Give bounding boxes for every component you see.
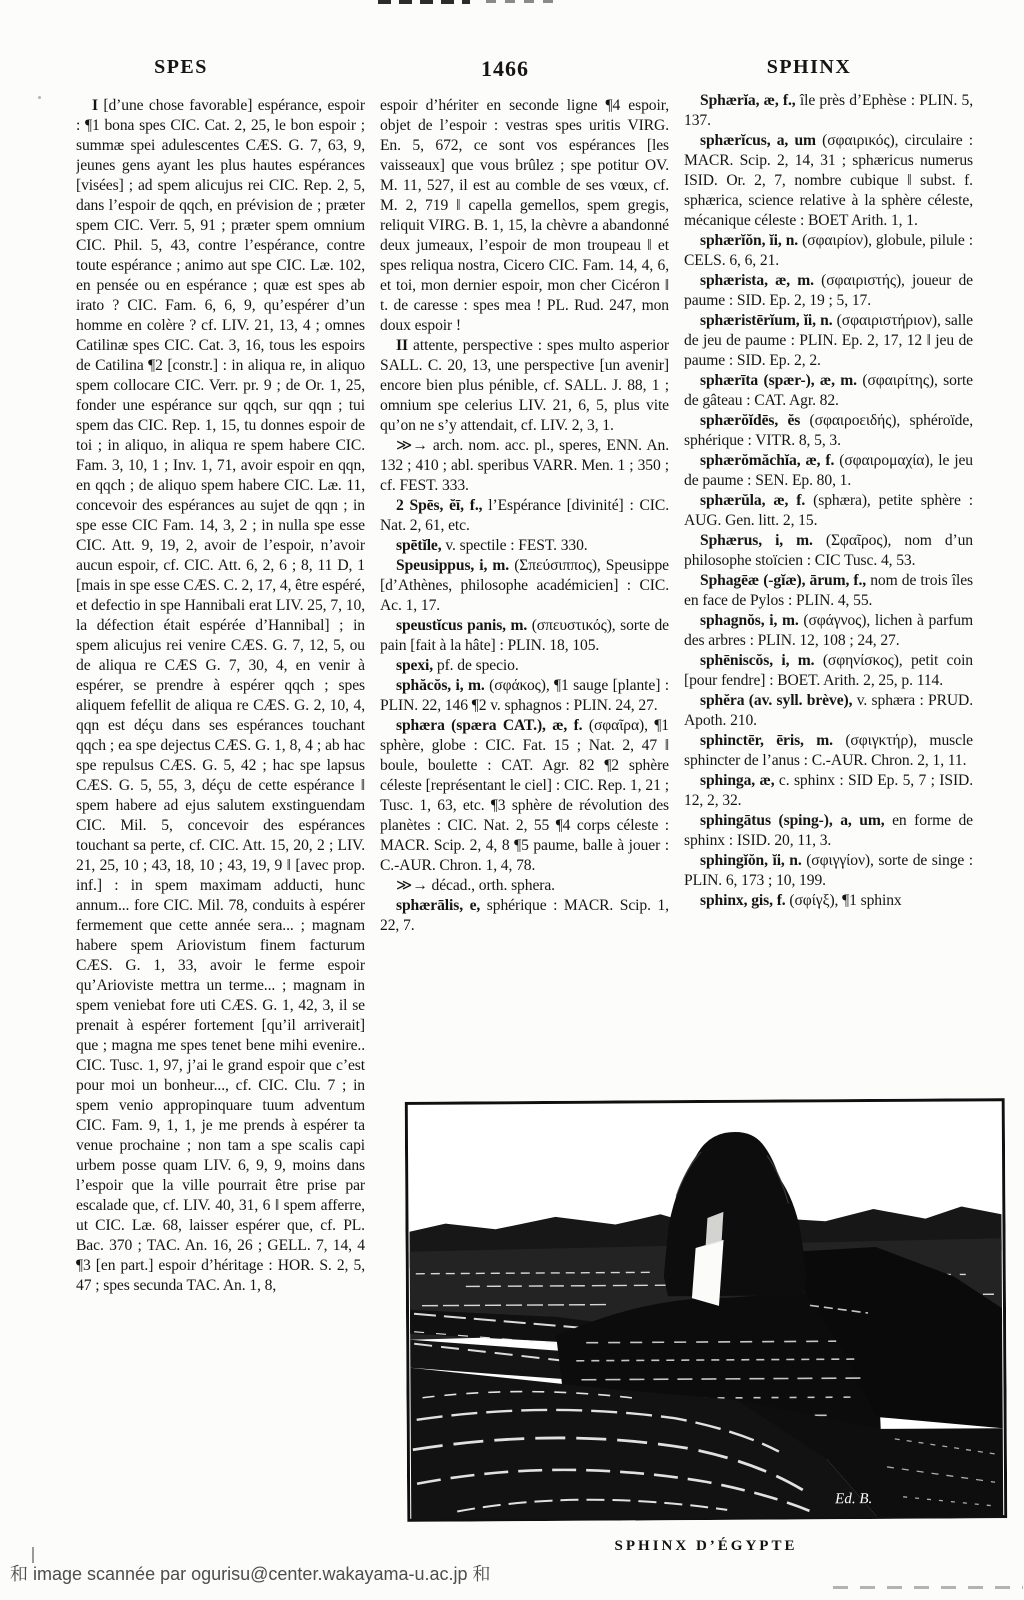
page-number: 1466 <box>481 56 529 81</box>
headword: sphærālis, e, <box>396 897 481 914</box>
scan-artifact-edge-tick <box>32 1547 34 1563</box>
headword: sphærŏmăchĭa, æ, f. <box>700 452 835 469</box>
headword: sphærŭla, æ, f. <box>700 492 806 509</box>
entry-sphinx: sphinx, gis, f. (σφίγξ), ¶1 sphinx <box>700 892 902 909</box>
headword: II <box>396 337 414 354</box>
headword: sphinga, æ, <box>700 772 775 789</box>
figure-caption: SPHINX D’ÉGYPTE <box>614 1538 798 1554</box>
entry-spexi: spexi, pf. de specio. <box>396 657 519 674</box>
headword: sphærŏĭdēs, ĕs <box>700 412 801 429</box>
headword: Sphærus, i, m. <box>700 532 813 549</box>
text-column-1 <box>76 96 365 1588</box>
headword: sphagnŏs, i, m. <box>700 612 799 629</box>
entry-sphaeria: Sphærĭa, æ, f., île près d’Ephèse : PLIN. 5, 137. <box>684 92 973 129</box>
headword: sphærĭcus, a, um <box>700 132 816 149</box>
scanner-watermark: 和 image scannée par ogurisu@center.wakayama-u.ac.jp 和 <box>10 1564 491 1584</box>
note-sphera-orthography: ≫→ décad., orth. sphera. <box>396 877 555 894</box>
entry-spes-2: 2 Spēs, ĕī, f., l’Espérance [divinité] : CIC. Nat. 2, 61, etc. <box>380 497 669 534</box>
entry-speusippus: Speusippus, i, m. (Σπεύσιππος), Speusippe [d’Athènes, philosophe académicien] : CIC. Ac. 1, 17. <box>380 557 669 614</box>
scan-artifact-bottom-dashes <box>833 1586 1023 1589</box>
headword: Speusippus, i, m. <box>396 557 510 574</box>
sphinx-engraving-image <box>405 1098 1008 1522</box>
scan-artifact-top-dashes-faint <box>486 0 560 3</box>
note-archaic-forms: ≫→ arch. nom. acc. pl., speres, ENN. An. 132 ; 410 ; abl. speribus VARR. Men. 1 ; 350 ; cf. FEST. 333. <box>380 437 669 494</box>
entry-sphaericus: sphærĭcus, a, um (σφαιρικός), circulaire : MACR. Scip. 2, 14, 31 ; sphæricus numerus ISID. Or. 2, 7, nombre cubique ‖ subst. f. sphærica, science relative à la sphère céleste, mécanique céleste : BOET Arith. 1, 1. <box>684 132 973 229</box>
entry-sphaera: sphæra (spæra CAT.), æ, f. (σφαῖρα), ¶1 sphère, globe : CIC. Fat. 15 ; Nat. 2, 47 ‖ boule, boulette : CAT. Agr. 82 ¶2 sphère céleste [représentant le ciel] : CIC. Rep. 1, 21 ; Tusc. 1, 63, etc. ¶3 sphère de révolution des planètes : CIC. Nat. 2, 55 ¶4 corps céleste : MACR. Scip. 2, 4, 8 ¶5 paume, balle à jouer : C.-AUR. Chron. 1, 4, 78. <box>380 717 669 874</box>
entry-sphinga: sphinga, æ, c. sphinx : SID Ep. 5, 7 ; ISID. 12, 2, 32. <box>684 772 973 809</box>
entry-spes-sense-II: II attente, perspective : spes multo asperior SALL. C. 20, 13, une perspective [un avenir] encore bien plus pénible, cf. SALL. J. 88, 1 ; omnium spe celerius LIV. 21, 6, 5, plus vite qu’on ne s’y attendait, cf. LIV. 2, 3, 1. <box>380 337 669 434</box>
headword: spētĭle, <box>396 537 442 554</box>
entry-spetile: spētĭle, v. spectile : FEST. 330. <box>396 537 588 554</box>
headword: sphingātus (sping-), a, um, <box>700 812 885 829</box>
entry-sphageae: Sphagēæ (-gĭæ), ārum, f., nom de trois îles en face de Pylos : PLIN. 4, 55. <box>684 572 973 609</box>
entry-sphingatus: sphingātus (sping-), a, um, en forme de sphinx : ISID. 20, 11, 3. <box>684 812 973 849</box>
entry-sphacos: sphăcŏs, i, m. (σφάκος), ¶1 sauge [plante] : PLIN. 22, 146 ¶2 v. sphagnos : PLIN. 24, 27. <box>380 677 669 714</box>
headword: sphēniscŏs, i, m. <box>700 652 815 669</box>
entry-sphera: sphĕra (av. syll. brève), v. sphæra : PRUD. Apoth. 210. <box>684 692 973 729</box>
entry-sphaerus: Sphærus, i, m. (Σφαῖρος), nom d’un philosophe stoïcien : CIC Tusc. 4, 53. <box>684 532 973 569</box>
headword: speustĭcus panis, m. <box>396 617 528 634</box>
headword: sphærista, æ, m. <box>700 272 814 289</box>
headword: sphærĭŏn, ĭi, n. <box>700 232 799 249</box>
entry-sphagnos: sphagnŏs, i, m. (σφάγνος), lichen à parfum des arbres : PLIN. 12, 108 ; 24, 27. <box>684 612 973 649</box>
headword: sphĕra (av. syll. brève), <box>700 692 853 709</box>
headword: Sphagēæ (-gĭæ), ārum, f., <box>700 572 867 589</box>
text-column-2 <box>380 96 669 1104</box>
entry-sphaerula: sphærŭla, æ, f. (sphæra), petite sphère : AUG. Gen. litt. 2, 15. <box>684 492 973 529</box>
scan-artifact-top-dashes <box>378 0 470 4</box>
entry-sphaeralis: sphærālis, e, sphérique : MACR. Scip. 1, 22, 7. <box>380 897 669 934</box>
entry-sphaerista: sphærista, æ, m. (σφαιριστής), joueur de paume : SID. Ep. 2, 19 ; 5, 17. <box>684 272 973 309</box>
entry-spes-sense-I: I [d’une chose favorable] espérance, espoir : ¶1 bona spes CIC. Cat. 2, 25, le bon espoir ; summæ spei adulescentes CÆS. G. 7, 63, 9, jeunes gens ayant les plus hautes espérances [visées] ; ad spem alicujus rei CIC. Rep. 2, 5, dans l’espoir de qqch, en prévision de ; præter spem CIC. Verr. 5, 91 ; præter spem omnium CIC. Phil. 5, 43, contre l’espérance, contre toute espérance ; animo aut spe CIC. Læ. 102, en pensée ou en espérance ; quæ est spes ab irato ? CIC. Fam. 6, 6, 9, qu’espérer d’un homme en colère ? cf. LIV. 21, 13, 4 ; omnes Catilinæ spes CIC. Cat. 3, 16, tous les espoirs de Catilina ¶2 [constr.] : in aliqua re, in aliquo spem collocare CIC. Verr. pr. 9 ; de Or. 1, 25, fonder une espérance sur qqch, sur qqn ; tui spem das CIC. Rep. 1, 15, tu donnes espoir de toi ; in aliquo, in aliqua re spem habere CIC. Fam. 3, 10, 1 ; Inv. 1, 71, avoir espoir en qqn, en qqch ; de aliquo spem habere CIC. Læ. 11, concevoir des espérances au sujet de qqn ; in spe esse CIC Fam. 14, 3, 2 ; in nulla spe esse CIC. Att. 9, 19, 2, avoir de l’espoir, n’avoir aucun espoir, cf. CIC. Att. 6, 2, 6 ; 8, 11 D, 1 [mais in spe esse CÆS. C. 2, 17, 4, être espéré, et defectio in spe Hannibali erat LIV. 25, 7, 10, la défection était espérée d’Hannibal] ; in spem alicujus rei venire CÆS. G. 7, 12, 5, ou de aliqua re CÆS G. 7, 30, 4, en venir à espérer, se prendre à espérer qqch ; spes aliquem fefellit de aliqua re CÆS. G. 2, 10, 4, qqn est déçu dans ses espérances touchant qqch ; ea spe dejectus CÆS. G. 1, 8, 4 ; ab hac spe repulsus CÆS. G. 5, 42 ; hac spe lapsus CÆS. G. 5, 55, 3, déçu de cette espérance ‖ spem habere ad ejus salutem exstinguendam CIC. Mil. 5, concevoir des espérances touchant sa perte, cf. CIC. Att. 15, 20, 2 ; LIV. 21, 25, 10 ; 43, 18, 10 ; 43, 19, 9 ‖ [avec prop. inf.] : in spem maximam adducti, hunc annum... fore CIC. Mil. 78, conduits à espérer fermement que cette année sera... ; magnam habere spem Ariovistum finem facturum CÆS. G. 1, 33, avoir le ferme espoir qu’Arioviste mettra un terme... ; magnam in spem veniebat fore uti CÆS. G. 1, 42, 3, il se prenait à espérer fortement [qu’il arriverait] que ; magna me spes tenet bene mihi evenire.. CIC. Tusc. 1, 97, j’ai le grand espoir que c’est pour moi un bonheur..., cf. CIC. Clu. 7 ; in spem venio appropinquare tuum adventum CIC. Fam. 9, 1, 1, je me prends à espérer ta venue prochaine ; non tam a spe scalis capi urbem posse quam LIV. 6, 9, 9, moins dans l’espoir que la ville pourrait être prise par escalade que, cf. LIV. 40, 31, 6 ‖ spem afferre, ut CIC. Læ. 68, laisser espérer que, cf. PL. Bac. 370 ; TAC. An. 16, 26 ; GELL. 7, 14, 4 ¶3 [en part.] espoir d’héritage : HOR. S. 2, 5, 47 ; spes secunda TAC. An. 1, 8, <box>76 97 365 1294</box>
entry-sphaerita: sphærīta (spær-), æ, m. (σφαιρίτης), sorte de gâteau : CAT. Agr. 82. <box>684 372 973 409</box>
entry-sphincter: sphinctēr, ēris, m. (σφιγκτήρ), muscle sphincter de l’anus : C.-AUR. Chron. 2, 1, 11. <box>684 732 973 769</box>
entry-sphingion: sphingĭŏn, ĭi, n. (σφιγγίον), sorte de singe : PLIN. 6, 173 ; 10, 199. <box>684 852 973 889</box>
engraver-signature: Ed. B. <box>835 1490 873 1508</box>
headword: I <box>92 97 104 114</box>
entry-spheniscos: sphēniscŏs, i, m. (σφηνίσκος), petit coin [pour fendre] : BOET. Arith. 2, 25, p. 114. <box>684 652 973 689</box>
sphinx-engraving <box>405 1098 1008 1522</box>
entry-speusticus-panis: speustĭcus panis, m. (σπευστικός), sorte de pain [fait à la hâte] : PLIN. 18, 105. <box>380 617 669 654</box>
running-head-right: SPHINX <box>766 56 852 78</box>
headword: spexi, <box>396 657 434 674</box>
headword: sphæra (spæra CAT.), æ, f. <box>396 717 583 734</box>
headword: sphinctēr, ēris, m. <box>700 732 833 749</box>
scan-speck <box>38 96 41 99</box>
headword: sphăcŏs, i, m. <box>396 677 485 694</box>
headword: Sphærĭa, æ, f., <box>700 92 796 109</box>
entry-sphaeromachia: sphærŏmăchĭa, æ, f. (σφαιρομαχία), le jeu de paume : SEN. Ep. 80, 1. <box>684 452 973 489</box>
text-column-3 <box>684 91 973 1099</box>
headword: sphingĭŏn, ĭi, n. <box>700 852 802 869</box>
headword: 2 Spēs, ĕī, f., <box>396 497 483 514</box>
entry-sphaerion: sphærĭŏn, ĭi, n. (σφαιρίον), globule, pilule : CELS. 6, 6, 21. <box>684 232 973 269</box>
entry-sphaeristerium: sphæristērĭum, ĭi, n. (σφαιριστήριον), salle de jeu de paume : PLIN. Ep. 2, 17, 12 ‖ jeu de paume : SID. Ep. 2, 2. <box>684 312 973 369</box>
headword: sphærīta (spær-), æ, m. <box>700 372 857 389</box>
running-head-left: SPES <box>154 56 208 78</box>
headword: sphæristērĭum, ĭi, n. <box>700 312 833 329</box>
headword: sphinx, gis, f. <box>700 892 786 909</box>
entry-sphaeroides: sphærŏĭdēs, ĕs (σφαιροειδής), sphéroïde, sphérique : VITR. 8, 5, 3. <box>684 412 973 449</box>
entry-spes-sense-I-continuation: espoir d’hériter en seconde ligne ¶4 espoir, objet de l’espoir : vestras spes uritis VIRG. En. 5, 672, ce sont vos espérances [les vaisseaux] que vous brûlez ; spe potitur OV. M. 11, 527, il est au comble de ses vœux, cf. M. 2, 719 ‖ capella gemellos, spem gregis, reliquit VIRG. B. 1, 15, la chèvre a abandonné deux jumeaux, l’espoir de mon troupeau ‖ et spes reliqua nostra, Cicero CIC. Fam. 14, 4, 6, et toi, mon dernier espoir, mon cher Cicéron ‖ t. de caresse : spes mea ! PL. Rud. 247, mon doux espoir ! <box>380 97 669 334</box>
